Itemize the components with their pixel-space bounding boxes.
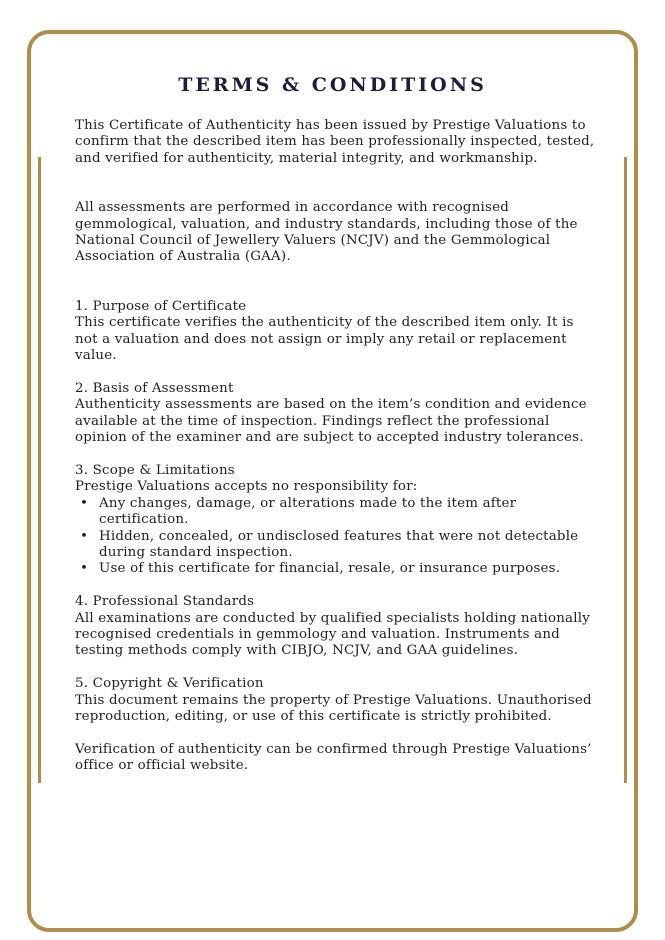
section-body: This certificate verifies the authenticity of the described item only. It is not a valuation and does not assign or imply any retail or replacement value. — [75, 315, 574, 364]
intro-paragraph-2: All assessments are performed in accordance with recognised gemmological, valuation, and industry standards, including those of the National Council of Jewellery Valuers (NCJV) and the Gemmological Association of Australia (GAA). — [75, 200, 578, 265]
section-heading: 2. Basis of Assessment — [75, 380, 234, 396]
section-heading: 3. Scope & Limitations — [75, 462, 235, 478]
list-item: • Any changes, damage, or alterations made to the item after certification. — [99, 496, 595, 529]
section-body: Prestige Valuations accepts no responsibility for: — [75, 479, 418, 495]
section-body: All examinations are conducted by qualified specialists holding nationally recognised credentials in gemmology and valuation. Instruments and testing methods comply with CIBJO, NCJV, and GAA guidelines. — [75, 610, 590, 659]
list-item: • Hidden, concealed, or undisclosed features that were not detectable during standard inspection. — [99, 529, 595, 562]
section-body: This document remains the property of Prestige Valuations. Unauthorised reproduction, editing, or use of this certificate is strictly prohibited. — [75, 692, 592, 724]
limitations-list — [75, 496, 595, 578]
section-body: Authenticity assessments are based on the item’s condition and evidence available at the time of inspection. Findings reflect the professional opinion of the examiner and are subject to accepted industry tolerances. — [75, 397, 587, 446]
section-heading: 5. Copyright & Verification — [75, 676, 264, 692]
section-heading: 1. Purpose of Certificate — [75, 298, 247, 314]
list-item: • Use of this certificate for financial, resale, or insurance purposes. — [99, 561, 595, 577]
section-scope — [75, 463, 595, 578]
section-purpose — [75, 299, 595, 365]
section-copyright — [75, 676, 595, 774]
section-standards — [75, 594, 595, 660]
left-decorative-rule — [38, 157, 41, 783]
section-heading: 4. Professional Standards — [75, 594, 255, 610]
right-decorative-rule — [624, 157, 627, 783]
intro-paragraph-1: This Certificate of Authenticity has been issued by Prestige Valuations to confirm that the described item has been professionally inspected, tested, and verified for authenticity, material integrity, and workmanship. — [75, 118, 595, 166]
page-title: TERMS & CONDITIONS — [178, 74, 487, 96]
terms-content — [75, 118, 595, 775]
verification-note: Verification of authenticity can be confirmed through Prestige Valuations’ office or official website. — [75, 741, 592, 774]
section-basis — [75, 381, 595, 447]
